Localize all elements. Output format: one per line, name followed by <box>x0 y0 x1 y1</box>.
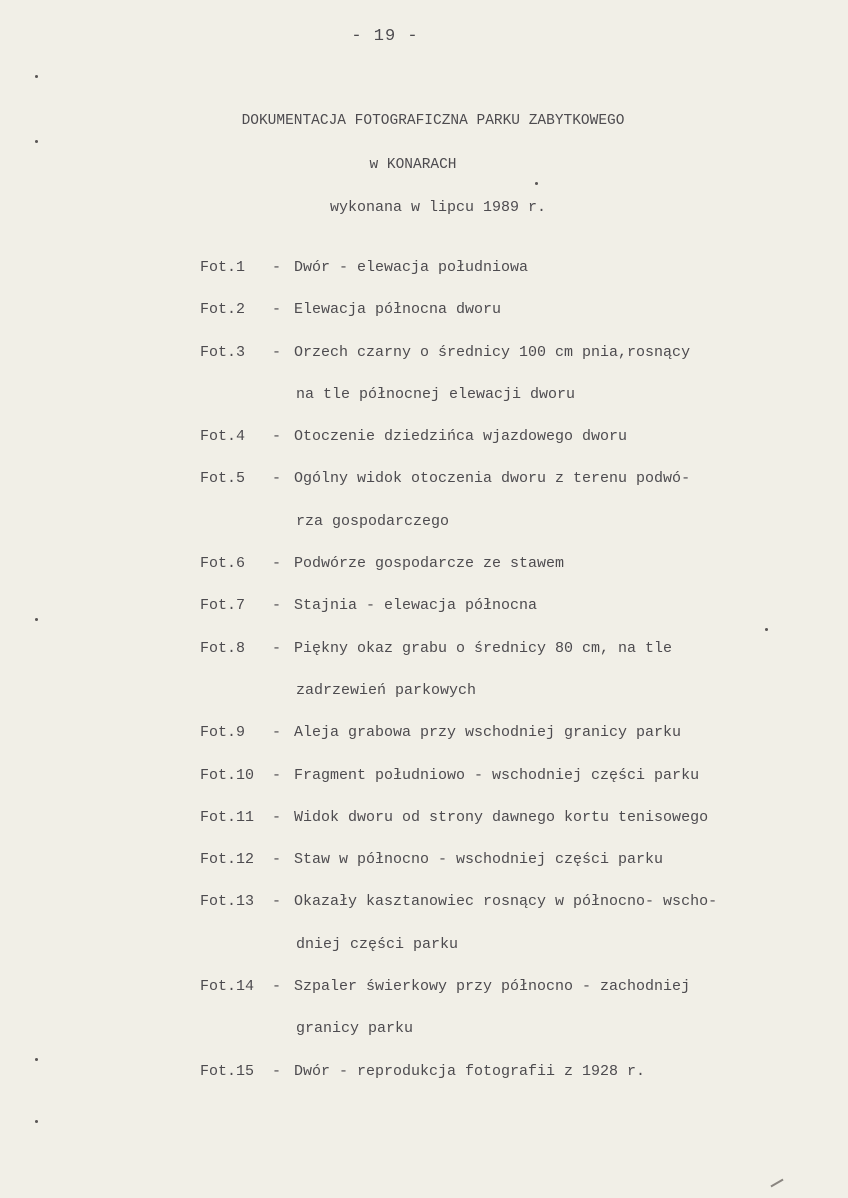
entry-text: Fragment południowo - wschodniej części parku <box>294 766 700 784</box>
page-number: - 19 - <box>351 27 419 46</box>
entry-dash: - <box>272 724 282 742</box>
entry-text: Dwór - reprodukcja fotografii z 1928 r. <box>294 1062 646 1080</box>
list-item <box>200 341 820 383</box>
entry-label: Fot.2 <box>200 301 246 319</box>
entry-dash: - <box>272 343 282 361</box>
list-item <box>200 594 820 636</box>
paper-speck <box>35 618 38 621</box>
entry-text: Elewacja północna dworu <box>294 301 502 319</box>
list-item <box>200 637 820 679</box>
entry-dash: - <box>272 555 282 573</box>
list-item <box>200 256 820 298</box>
entry-label: Fot.8 <box>200 639 246 657</box>
entry-text: Okazały kasztanowiec rosnący w północno- wscho- <box>294 893 718 911</box>
entry-label: Fot.10 <box>200 766 255 784</box>
entry-dash: - <box>272 893 282 911</box>
list-item <box>200 721 820 763</box>
entry-dash: - <box>272 639 282 657</box>
entry-dash: - <box>272 978 282 996</box>
paper-speck <box>765 628 768 631</box>
entry-label: Fot.1 <box>200 259 246 276</box>
entry-dash: - <box>272 259 282 276</box>
entry-dash: - <box>272 470 282 488</box>
entry-label: Fot.11 <box>200 808 255 826</box>
paper-speck <box>35 140 38 143</box>
entry-label: Fot.14 <box>200 978 255 996</box>
list-item <box>200 890 820 932</box>
list-item <box>200 764 820 806</box>
paper-speck <box>35 1120 38 1123</box>
entry-label: Fot.3 <box>200 343 246 361</box>
entry-dash: - <box>272 428 282 446</box>
entry-dash: - <box>272 808 282 826</box>
photo-list <box>200 256 820 1102</box>
entry-label: Fot.15 <box>200 1062 255 1080</box>
entry-text: Dwór - elewacja południowa <box>294 259 529 276</box>
entry-text: Ogólny widok otoczenia dworu z terenu podwó- <box>294 470 691 488</box>
entry-text: Staw w północno - wschodniej części parku <box>294 851 664 869</box>
list-item <box>200 806 820 848</box>
entry-text: Szpaler świerkowy przy północno - zachodniej <box>294 978 691 996</box>
list-item <box>200 1060 820 1102</box>
entry-text: Aleja grabowa przy wschodniej granicy parku <box>294 724 682 742</box>
list-item-continuation: dniej części parku <box>296 935 459 953</box>
entry-dash: - <box>272 597 282 615</box>
entry-label: Fot.12 <box>200 851 255 869</box>
entry-label: Fot.7 <box>200 597 246 615</box>
list-item <box>200 298 820 340</box>
list-item-continuation: na tle północnej elewacji dworu <box>296 385 576 403</box>
entry-text: Widok dworu od strony dawnego kortu tenisowego <box>294 808 709 826</box>
paper-speck <box>35 75 38 78</box>
entry-dash: - <box>272 301 282 319</box>
entry-text: Orzech czarny o średnicy 100 cm pnia,rosnący <box>294 343 691 361</box>
entry-label: Fot.9 <box>200 724 246 742</box>
list-item <box>200 552 820 594</box>
entry-dash: - <box>272 851 282 869</box>
list-item <box>200 975 820 1017</box>
document-title: DOKUMENTACJA FOTOGRAFICZNA PARKU ZABYTKOWEGO <box>241 113 625 129</box>
entry-dash: - <box>272 766 282 784</box>
entry-label: Fot.5 <box>200 470 246 488</box>
list-item-continuation: rza gospodarczego <box>296 512 450 530</box>
entry-text: Podwórze gospodarcze ze stawem <box>294 555 565 573</box>
document-subtitle: w KONARACH <box>369 157 457 173</box>
entry-text: Stajnia - elewacja północna <box>294 597 538 615</box>
list-item-continuation: zadrzewień parkowych <box>296 681 477 699</box>
entry-text: Otoczenie dziedzińca wjazdowego dworu <box>294 428 628 446</box>
list-item <box>200 848 820 890</box>
entry-label: Fot.6 <box>200 555 246 573</box>
document-date-line: wykonana w lipcu 1989 r. <box>329 199 547 216</box>
list-item <box>200 425 820 467</box>
pencil-mark <box>770 1179 783 1188</box>
list-item <box>200 467 820 509</box>
paper-speck <box>535 182 538 185</box>
entry-label: Fot.4 <box>200 428 246 446</box>
entry-label: Fot.13 <box>200 893 255 911</box>
list-item-continuation: granicy parku <box>296 1020 414 1038</box>
paper-speck <box>35 1058 38 1061</box>
entry-dash: - <box>272 1062 282 1080</box>
entry-text: Piękny okaz grabu o średnicy 80 cm, na tle <box>294 639 673 657</box>
